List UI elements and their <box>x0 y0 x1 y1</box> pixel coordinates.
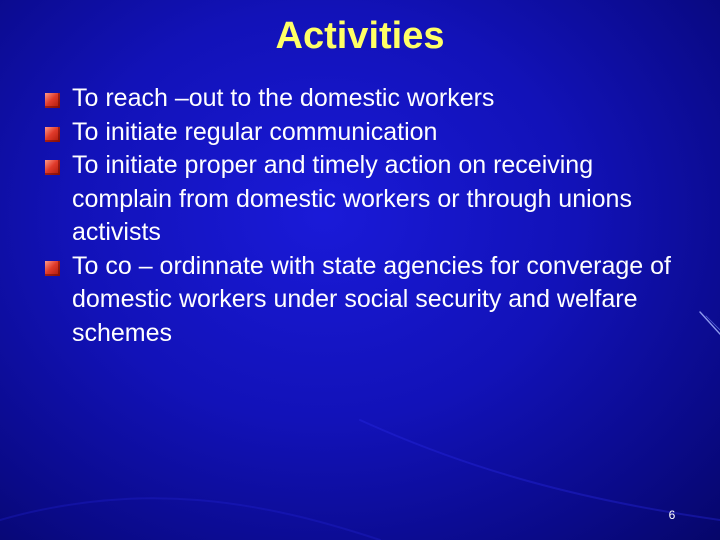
square-bullet-icon <box>45 160 60 175</box>
bullet-text: To reach –out to the domestic workers <box>72 84 495 112</box>
bullet-item <box>44 149 684 250</box>
square-bullet-icon <box>45 93 60 108</box>
bullet-text: To co – ordinnate with state agencies for converage of domestic workers under social security and welfare schemes <box>72 251 671 347</box>
square-bullet-icon <box>45 127 60 142</box>
page-number: 6 <box>668 508 676 522</box>
bullet-item <box>44 116 684 150</box>
bullet-list <box>44 82 684 350</box>
bullet-item <box>44 82 684 116</box>
bullet-text: To initiate regular communication <box>72 117 438 146</box>
bullet-item <box>44 250 684 351</box>
bullet-text: To initiate proper and timely action on receiving complain from domestic workers or through unions activists <box>72 151 632 246</box>
square-bullet-icon <box>45 261 60 276</box>
slide-title: Activities <box>275 15 445 57</box>
